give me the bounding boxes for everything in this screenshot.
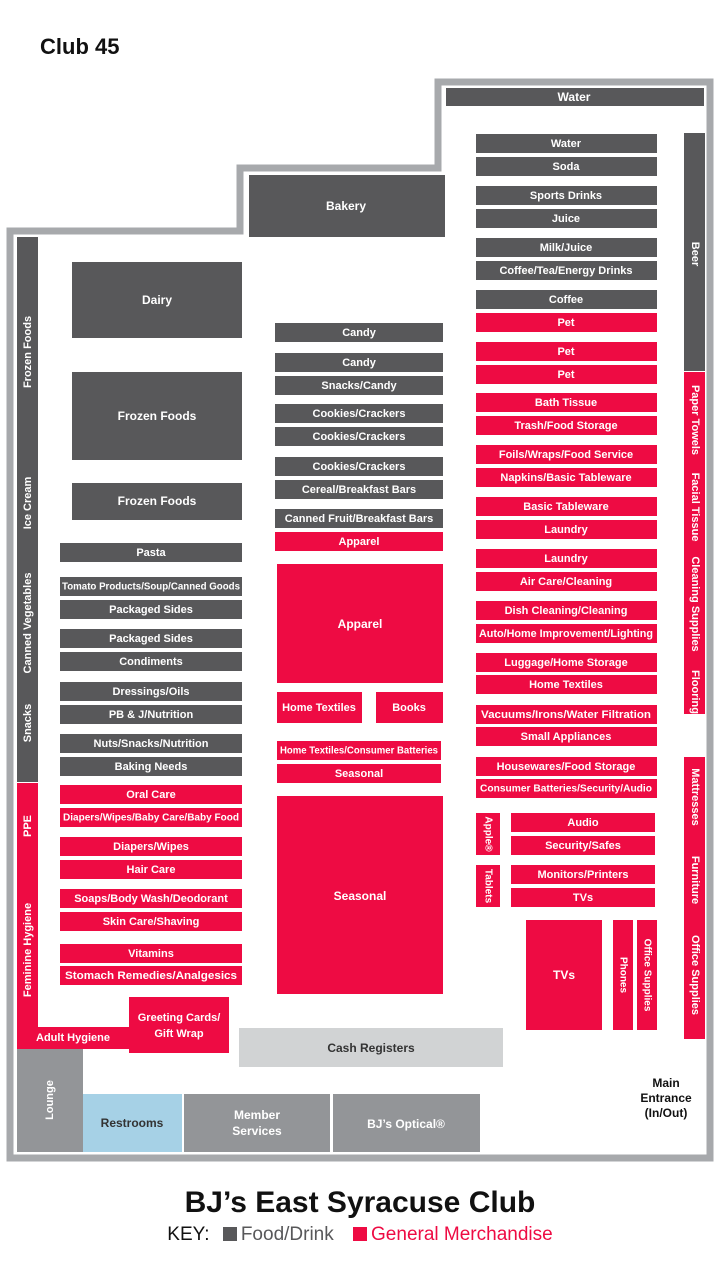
label-oral-care: Oral Care bbox=[126, 789, 176, 801]
label-tvs-1: TVs bbox=[572, 892, 594, 904]
label-basic-tableware: Basic Tableware bbox=[523, 501, 609, 513]
label-stomach: Stomach Remedies/Analgesics bbox=[65, 970, 237, 982]
label-cookies-2: Cookies/Crackers bbox=[312, 431, 406, 443]
food-swatch bbox=[223, 1227, 237, 1241]
label-pet-2: Pet bbox=[557, 346, 575, 358]
label-frozen-foods-1: Frozen Foods bbox=[117, 409, 197, 423]
merch-swatch bbox=[353, 1227, 367, 1241]
label-air-care: Air Care/Cleaning bbox=[519, 576, 613, 588]
label-water: Water bbox=[550, 138, 582, 150]
label-milk-juice: Milk/Juice bbox=[539, 242, 593, 254]
key-label: KEY: bbox=[167, 1224, 210, 1245]
label-dressings: Dressings/Oils bbox=[112, 686, 190, 698]
entrance-line-1: Main bbox=[652, 1076, 680, 1090]
label-coffee-tea: Coffee/Tea/Energy Drinks bbox=[499, 265, 633, 277]
label-cleaning-supplies: Cleaning Supplies bbox=[689, 556, 701, 652]
label-housewares: Housewares/Food Storage bbox=[496, 761, 636, 773]
label-dairy: Dairy bbox=[141, 293, 173, 307]
zone-greeting-cards[interactable] bbox=[129, 997, 229, 1053]
label-frozen-foods-wall: Frozen Foods bbox=[22, 315, 34, 389]
label-skin-care: Skin Care/Shaving bbox=[102, 916, 200, 928]
label-dish-cleaning: Dish Cleaning/Cleaning bbox=[504, 605, 628, 617]
label-hair-care: Hair Care bbox=[126, 864, 176, 876]
label-office-supplies-mid: Office Supplies bbox=[641, 938, 653, 1012]
label-vacuums: Vacuums/Irons/Water Filtration bbox=[481, 709, 652, 721]
label-adult-hygiene: Adult Hygiene bbox=[36, 1032, 110, 1044]
store-name: BJ’s East Syracuse Club bbox=[184, 1186, 536, 1219]
label-seasonal-2: Seasonal bbox=[333, 889, 387, 903]
label-laundry-1: Laundry bbox=[544, 524, 588, 536]
label-water-top: Water bbox=[557, 90, 591, 104]
label-home-textiles-mid: Home Textiles bbox=[282, 702, 356, 714]
label-bath-tissue: Bath Tissue bbox=[534, 397, 598, 409]
label-condiments: Condiments bbox=[119, 656, 183, 668]
label-snacks-candy: Snacks/Candy bbox=[321, 380, 397, 392]
label-home-textiles-batteries: Home Textiles/Consumer Batteries bbox=[280, 745, 439, 757]
label-bakery: Bakery bbox=[325, 199, 367, 213]
label-home-textiles-right: Home Textiles bbox=[529, 679, 603, 691]
label-soaps: Soaps/Body Wash/Deodorant bbox=[74, 893, 228, 905]
label-juice: Juice bbox=[551, 213, 581, 225]
label-pbj: PB & J/Nutrition bbox=[108, 709, 194, 721]
label-packaged-sides-2: Packaged Sides bbox=[109, 633, 193, 645]
label-apple: Apple® bbox=[482, 816, 494, 852]
label-feminine-hygiene: Feminine Hygiene bbox=[22, 902, 34, 998]
entrance-line-2: Entrance bbox=[640, 1091, 692, 1105]
club-number: Club 45 bbox=[40, 34, 120, 59]
label-member-1: Member bbox=[233, 1108, 281, 1122]
label-packaged-sides-1: Packaged Sides bbox=[109, 604, 193, 616]
label-paper-towels: Paper Towels bbox=[689, 384, 701, 456]
label-foils: Foils/Wraps/Food Service bbox=[498, 449, 634, 461]
label-facial-tissue: Facial Tissue bbox=[689, 472, 701, 542]
label-greeting-1: Greeting Cards/ bbox=[137, 1012, 221, 1024]
label-candy-2: Candy bbox=[342, 357, 376, 369]
label-furniture: Furniture bbox=[689, 855, 701, 905]
label-auto-home: Auto/Home Improvement/Lighting bbox=[479, 628, 653, 640]
label-cereal: Cereal/Breakfast Bars bbox=[301, 484, 417, 496]
label-sports-drinks: Sports Drinks bbox=[529, 190, 603, 202]
label-diapers-1: Diapers/Wipes/Baby Care/Baby Food bbox=[63, 812, 239, 824]
label-cookies-3: Cookies/Crackers bbox=[312, 461, 406, 473]
label-phones: Phones bbox=[617, 956, 629, 994]
label-small-appliances: Small Appliances bbox=[520, 731, 612, 743]
label-tablets: Tablets bbox=[482, 868, 494, 904]
label-consumer-batteries: Consumer Batteries/Security/Audio bbox=[480, 783, 652, 795]
label-trash: Trash/Food Storage bbox=[514, 420, 618, 432]
label-greeting-2: Gift Wrap bbox=[154, 1028, 204, 1040]
label-napkins: Napkins/Basic Tableware bbox=[500, 472, 632, 484]
key-food: Food/Drink bbox=[240, 1224, 334, 1245]
label-laundry-2: Laundry bbox=[544, 553, 588, 565]
label-canned-vegetables: Canned Vegetables bbox=[22, 572, 34, 674]
label-baking: Baking Needs bbox=[114, 761, 188, 773]
label-tvs-2: TVs bbox=[552, 968, 576, 982]
label-tomato: Tomato Products/Soup/Canned Goods bbox=[62, 581, 241, 593]
label-diapers-2: Diapers/Wipes bbox=[113, 841, 189, 853]
label-office-supplies-wall: Office Supplies bbox=[689, 934, 701, 1016]
label-lounge: Lounge bbox=[44, 1080, 56, 1120]
label-apparel-1: Apparel bbox=[338, 536, 380, 548]
entrance-line-3: (In/Out) bbox=[644, 1106, 688, 1120]
label-frozen-foods-2: Frozen Foods bbox=[117, 494, 197, 508]
label-luggage: Luggage/Home Storage bbox=[504, 657, 628, 669]
label-pasta: Pasta bbox=[136, 547, 166, 559]
label-candy-1: Candy bbox=[342, 327, 376, 339]
label-books: Books bbox=[392, 702, 426, 714]
label-nuts: Nuts/Snacks/Nutrition bbox=[93, 738, 209, 750]
label-flooring: Flooring bbox=[689, 670, 701, 714]
map-key bbox=[0, 1224, 720, 1246]
label-audio: Audio bbox=[567, 817, 599, 829]
label-mattresses: Mattresses bbox=[689, 768, 701, 826]
label-cash-registers: Cash Registers bbox=[327, 1041, 415, 1055]
label-cookies-1: Cookies/Crackers bbox=[312, 408, 406, 420]
label-member-2: Services bbox=[232, 1124, 282, 1138]
label-vitamins: Vitamins bbox=[128, 948, 174, 960]
label-security: Security/Safes bbox=[545, 840, 621, 852]
member-services[interactable] bbox=[184, 1094, 330, 1152]
label-canned-fruit: Canned Fruit/Breakfast Bars bbox=[284, 513, 434, 525]
label-monitors: Monitors/Printers bbox=[537, 869, 629, 881]
key-merch: General Merchandise bbox=[371, 1224, 553, 1245]
label-pet-1: Pet bbox=[557, 317, 575, 329]
label-apparel-2: Apparel bbox=[337, 617, 383, 631]
label-soda: Soda bbox=[552, 161, 580, 173]
label-ice-cream: Ice Cream bbox=[22, 476, 34, 530]
label-seasonal-1: Seasonal bbox=[334, 768, 384, 780]
label-snacks-wall: Snacks bbox=[22, 703, 34, 743]
label-optical: BJ’s Optical® bbox=[367, 1117, 445, 1131]
label-beer: Beer bbox=[689, 241, 701, 267]
label-restrooms: Restrooms bbox=[100, 1116, 164, 1130]
label-coffee: Coffee bbox=[548, 294, 584, 306]
label-pet-3: Pet bbox=[557, 369, 575, 381]
label-ppe: PPE bbox=[22, 814, 34, 838]
